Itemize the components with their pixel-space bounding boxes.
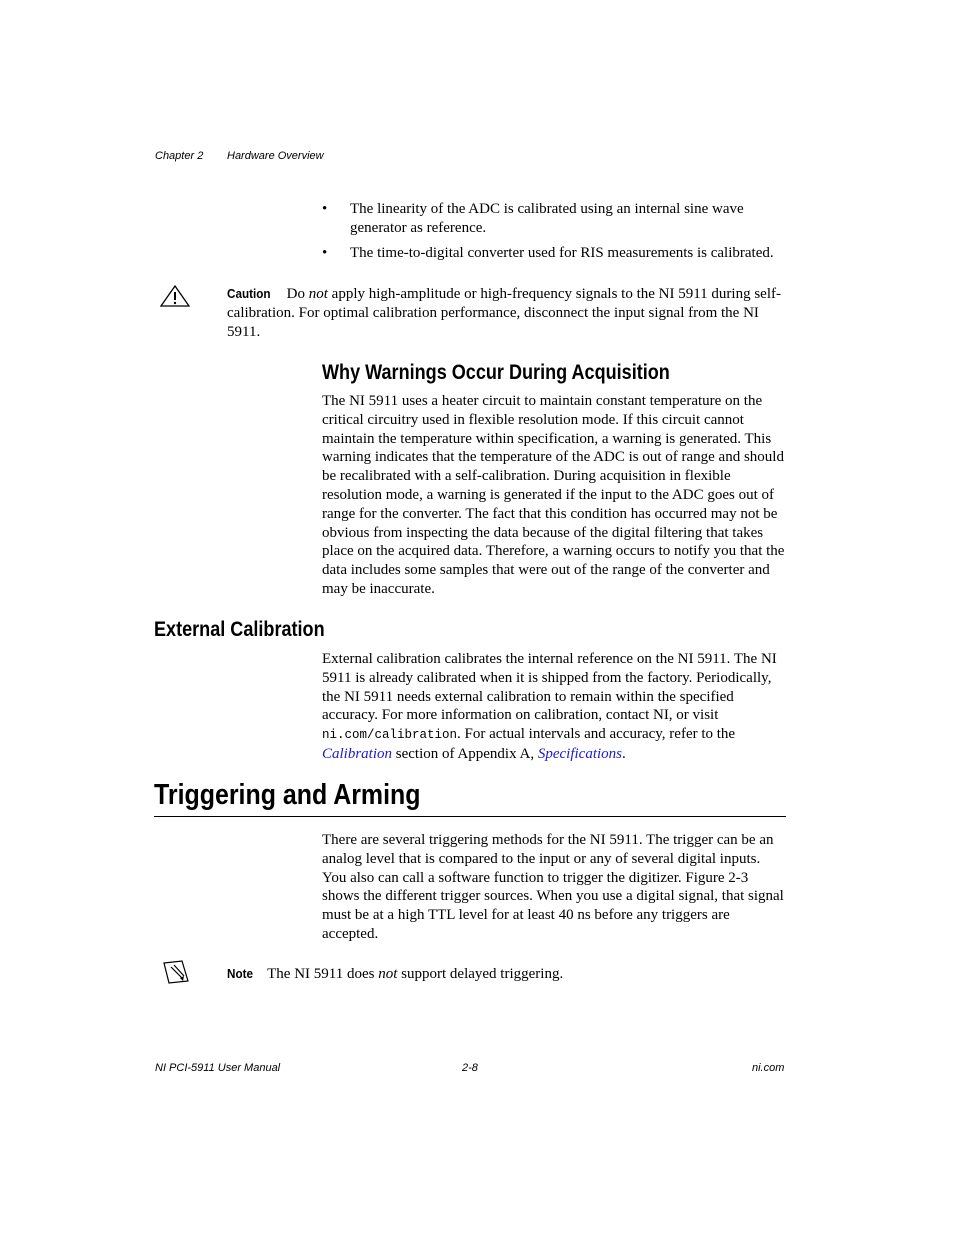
ext-cal-text-end: . xyxy=(622,745,626,762)
note-label: Note xyxy=(227,966,254,981)
section-heading-warnings: Why Warnings Occur During Acquisition xyxy=(322,361,670,384)
triggering-paragraph: There are several triggering methods for the NI 5911. The trigger can be an analog level that is compared to the input or any of several digital inputs. You also can call a software function to trigger the digitizer. Figure 2-3 shows the different trigger sources. When you use a digital signal, that signal must be at a high TTL level for at least 40 ns before any triggers are accepted. xyxy=(322,832,784,942)
ext-cal-text-pre: External calibration calibrates the internal reference on the NI 5911. The NI 5911 is already calibrated when it is shipped from the factory. Periodically, the NI 5911 needs external calibration to remain within the specified accuracy. For more information on calibration, contact NI, or visit xyxy=(322,651,777,724)
calibration-url[interactable]: ni.com/calibration xyxy=(322,728,458,743)
bullet-text: The linearity of the ADC is calibrated using an internal sine wave generator as reference. xyxy=(350,201,744,236)
ext-cal-text-mid: . For actual intervals and accuracy, refer to the xyxy=(457,726,736,743)
bullet-list xyxy=(322,200,792,262)
note-emphasis: not xyxy=(378,966,398,982)
caution-paragraph xyxy=(227,285,792,341)
section-heading-external-calibration: External Calibration xyxy=(154,618,325,641)
caution-label: Caution xyxy=(227,286,271,301)
caution-text-post: apply high-amplitude or high-frequency signals to the NI 5911 during self-calibration. For optimal calibration performance, disconnect the input signal from the NI 5911. xyxy=(227,286,781,340)
warning-triangle-icon xyxy=(159,284,191,308)
bullet-marker: • xyxy=(322,244,328,261)
bullet-text: The time-to-digital converter used for RIS measurements is calibrated. xyxy=(350,244,774,261)
header-section: Hardware Overview xyxy=(227,150,324,162)
caution-emphasis: not xyxy=(308,286,328,302)
header-chapter: Chapter 2 xyxy=(155,150,204,162)
footer-manual-title: NI PCI-5911 User Manual xyxy=(155,1062,281,1074)
warnings-paragraph: The NI 5911 uses a heater circuit to maintain constant temperature on the critical circuitry used in flexible resolution mode. If this circuit cannot maintain the temperature within specification, a warning is generated. This warning indicates that the temperature of the ADC is out of range and should be recalibrated with a self-calibration. During acquisition in flexible resolution mode, a warning is generated if the input to the ADC goes out of range for the converter. The fact that this condition has occurred may not be obvious from inspecting the data because of the digital filtering that takes place on the acquired data. Therefore, a warning occurs to notify you that the data includes some samples that were out of the range of the converter and may be inaccurate. xyxy=(322,393,785,597)
ext-cal-text-mid2: section of Appendix A, xyxy=(392,745,538,762)
bullet-marker: • xyxy=(322,201,328,217)
note-pencil-icon xyxy=(160,959,192,985)
note-text-pre: The NI 5911 does xyxy=(267,966,379,982)
list-item xyxy=(322,244,792,263)
specifications-link[interactable]: Specifications xyxy=(537,745,622,762)
chapter-section-title: Triggering and Arming xyxy=(154,779,421,811)
heading-rule xyxy=(154,816,786,817)
list-item xyxy=(322,200,792,238)
footer-site[interactable]: ni.com xyxy=(752,1062,785,1074)
caution-text-pre: Do xyxy=(286,286,309,302)
note-paragraph xyxy=(227,965,792,984)
external-calibration-paragraph xyxy=(322,650,787,764)
footer-page-number: 2-8 xyxy=(462,1062,478,1074)
calibration-link[interactable]: Calibration xyxy=(322,745,393,762)
note-text-post: support delayed triggering. xyxy=(397,966,564,982)
